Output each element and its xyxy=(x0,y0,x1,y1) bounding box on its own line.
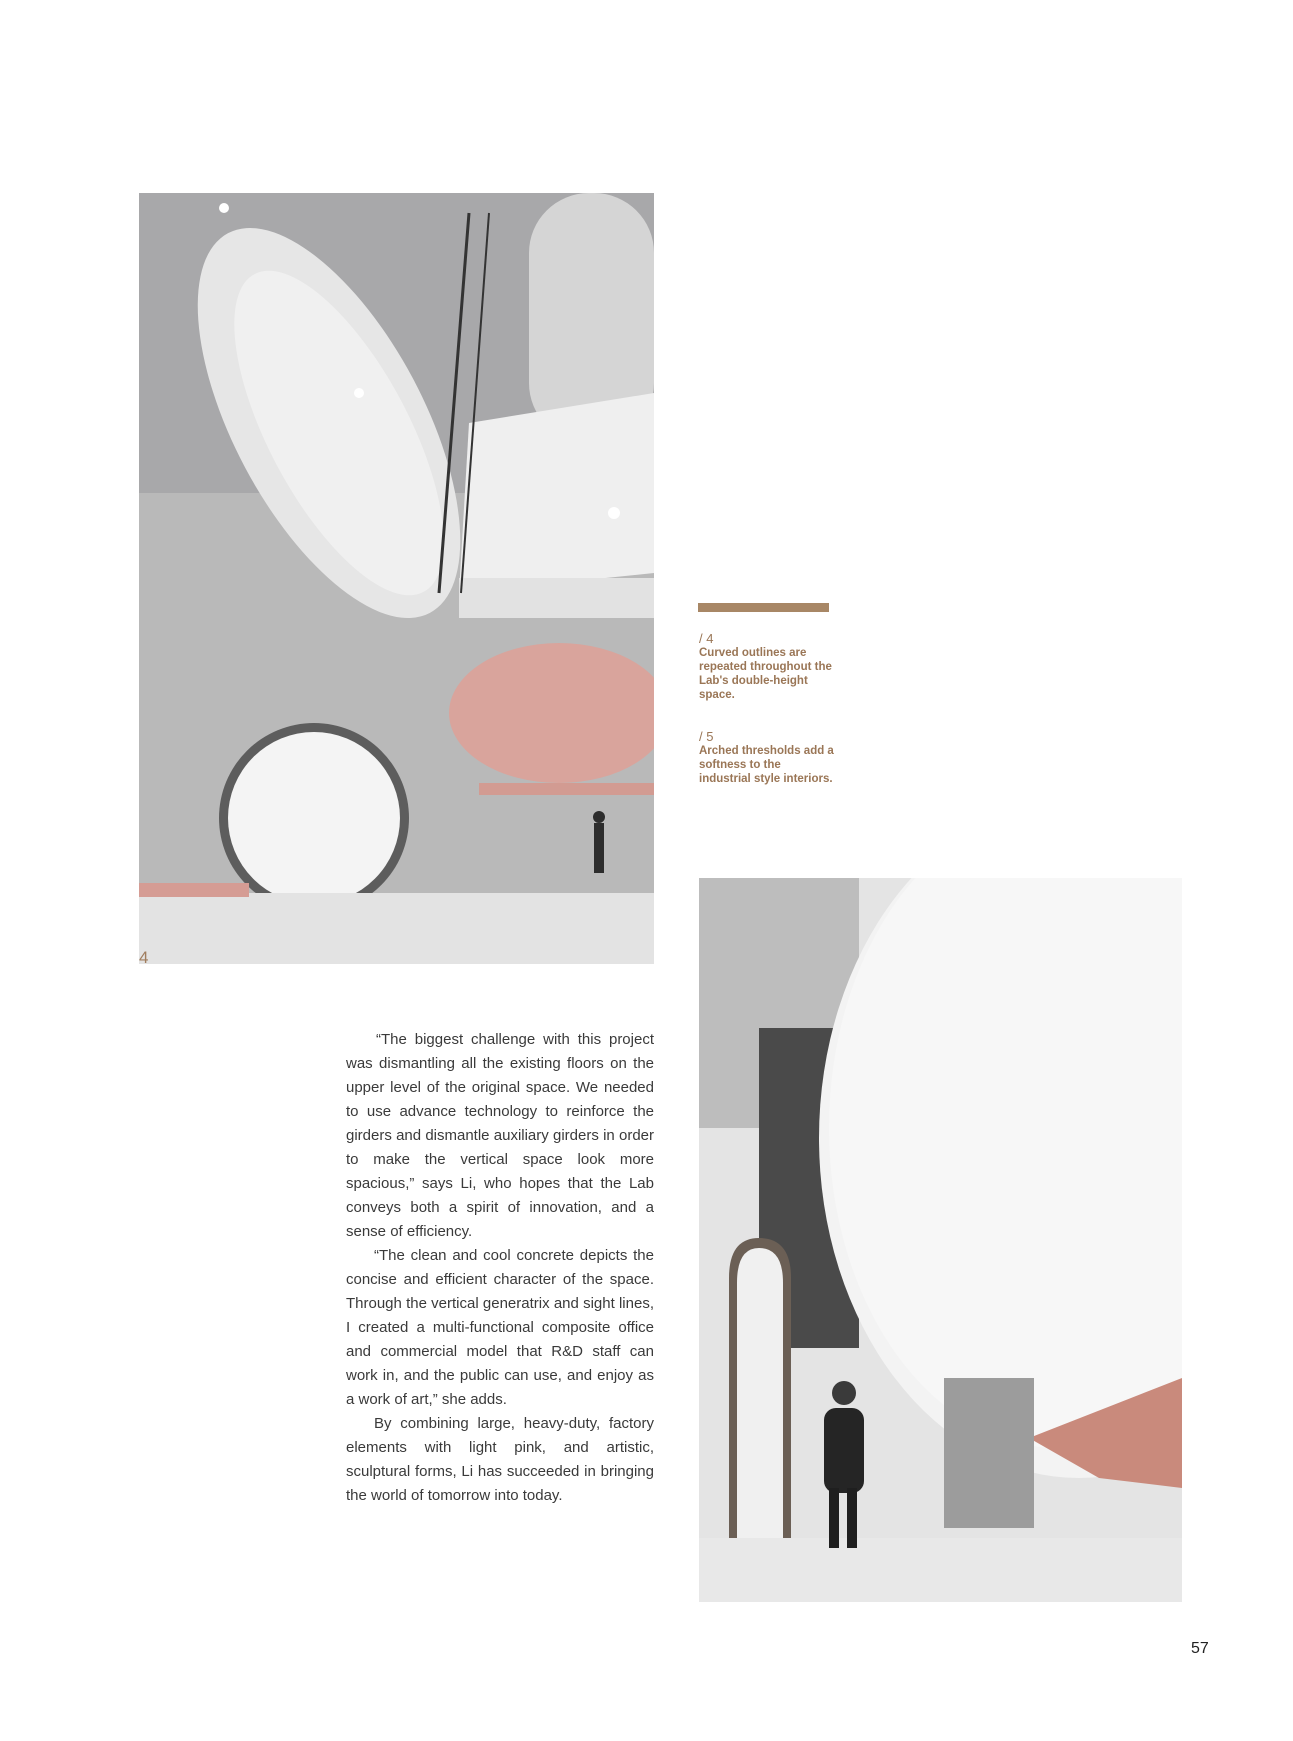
caption-5-number: / 5 xyxy=(699,729,714,744)
caption-4-text: Curved outlines are repeated throughout the Lab's double-height space. xyxy=(699,647,832,701)
photo4-illustration xyxy=(139,193,654,964)
body-paragraph-3: By combining large, heavy-duty, factory elements with light pink, and artistic, sculptural forms, Li has succeeded in bringing the world of tomorrow into today. xyxy=(346,1415,654,1504)
caption-4-number: / 4 xyxy=(699,631,714,646)
caption-4 xyxy=(699,632,834,702)
article-body xyxy=(346,1028,654,1508)
caption-accent-rule xyxy=(698,603,829,612)
body-paragraph-2: “The clean and cool concrete depicts the concise and efficient character of the space. Through the vertical generatrix and sight lines, I created a multi-functional composite office and commercial model that R&D staff can work in, and the public can use, and enjoy as a work of art,” she adds. xyxy=(346,1247,654,1408)
page-number: 57 xyxy=(1191,1640,1209,1657)
photo-interior-double-height xyxy=(139,193,654,964)
body-paragraph-1: “The biggest challenge with this project was dismantling all the existing floors on the upper level of the original space. We needed to use advance technology to reinforce the girders and dismantle auxiliary girders in order to make the vertical space look more spacious,” says Li, who hopes that the Lab conveys both a spirit of innovation, and a sense of efficiency. xyxy=(346,1031,654,1240)
caption-5-text: Arched thresholds add a softness to the industrial style interiors. xyxy=(699,745,834,785)
caption-5 xyxy=(699,730,834,786)
photo5-illustration xyxy=(699,878,1182,1602)
photo-arched-thresholds xyxy=(699,878,1182,1602)
photo-number-4: 4 xyxy=(139,948,149,967)
